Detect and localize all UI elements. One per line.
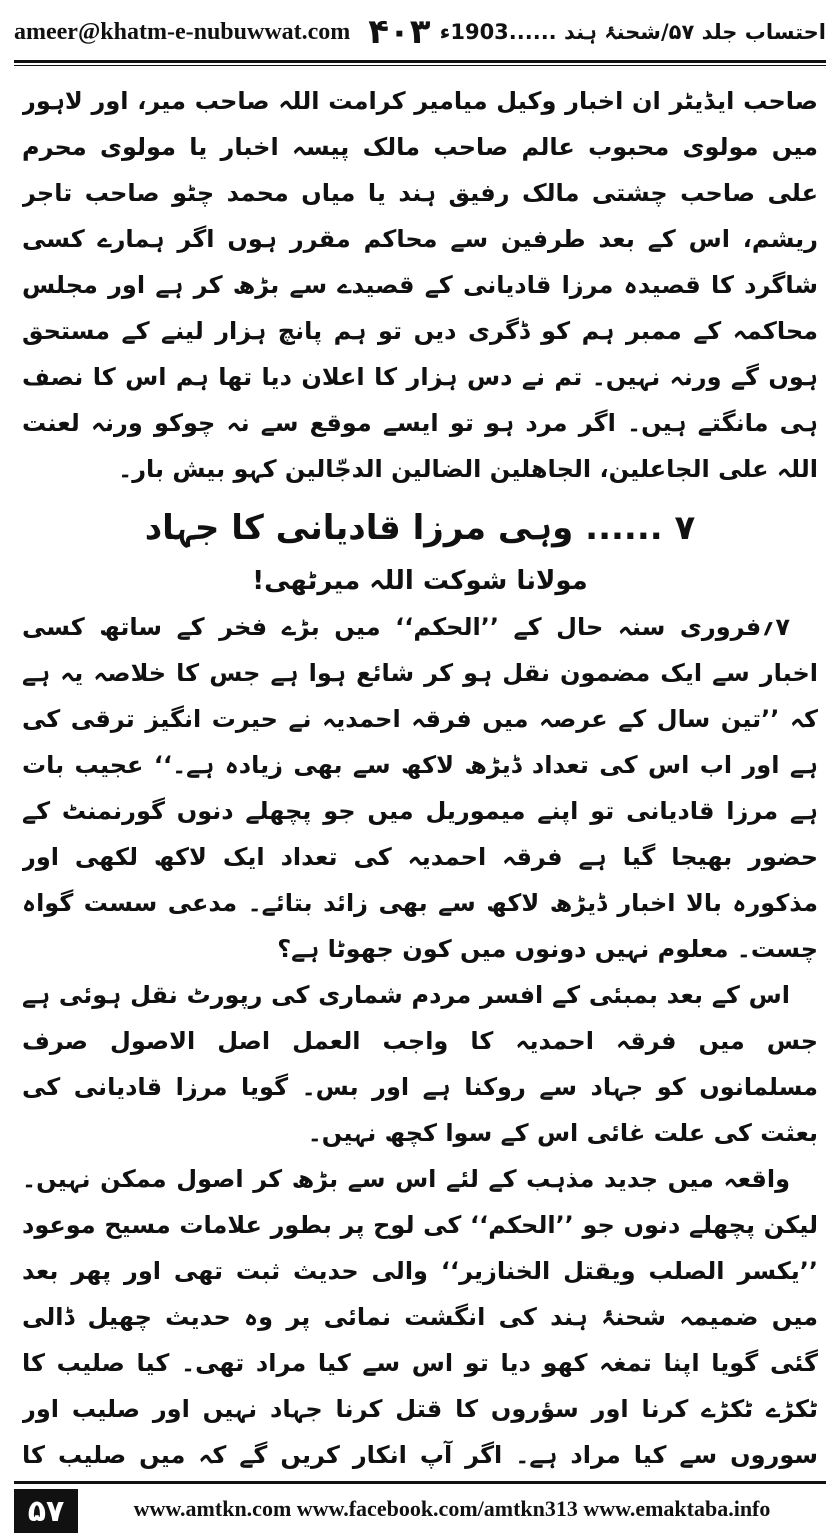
page-footer — [14, 1481, 826, 1534]
paragraph-3: اس کے بعد بمبئی کے افسر مردم شماری کی رپورٹ نقل ہوئی ہے جس میں فرقہ احمدیہ کا واجب العمل اصل الاصول صرف مسلمانوں کو جہاد سے روکنا ہے اور بس۔ گویا مرزا قادیانی کی بعثت کی علت غائی اس کے سوا کچھ نہیں۔ — [22, 981, 818, 1147]
footer-links: www.amtkn.com www.facebook.com/amtkn313 www.emaktaba.info — [133, 1496, 771, 1521]
header-rule-thin — [14, 65, 826, 66]
header-rule — [14, 60, 826, 63]
paragraph-4: واقعہ میں جدید مذہب کے لئے اس سے بڑھ کر اصول ممکن نہیں۔ لیکن پچھلے دنوں جو ’’الحکم‘‘ کی لوح پر بطور علامات مسیح موعود ’’یکسر الصلب ویقتل الخنازیر‘‘ والی حدیث ثبت تھی اور پھر بعد میں ضمیمہ شحنۂ ہند کی انگشت نمائی پر وہ حدیث چھیل ڈالی گئی گویا اپنا تمغہ کھو دیا تو اس سے کیا مراد تھی۔ کیا صلیب کا ٹکڑے ٹکڑے کرنا اور سؤروں کا قتل کرنا جہاد نہیں اور صلیب اور سوروں سے کیا مراد ہے۔ اگر آپ انکار کریں گے کہ میں صلیب کا — [22, 1165, 818, 1469]
header-email: ameer@khatm-e-nubuwwat.com — [14, 18, 351, 45]
author-line: مولانا شوکت اللہ میرٹھی! — [252, 566, 588, 596]
header-page-number: ۴۰۳ — [368, 12, 431, 52]
section-heading: ۷ ...... وہی مرزا قادیانی کا جہاد — [144, 508, 696, 548]
footer-page-number: ۵۷ — [14, 1489, 78, 1533]
paragraph-1: صاحب ایڈیٹر ان اخبار وکیل میامیر کرامت اللہ صاحب میر، اور لاہور میں مولوی محبوب عالم صاحب مالک پیسہ اخبار یا مولوی محرم علی صاحب چشتی مالک رفیق ہند یا میاں محمد چٹو صاحب تاجر ریشم، اس کے بعد طرفین سے محاکم مقرر ہوں اگر ہمارے کسی شاگرد کا قصیدہ مرزا قادیانی کے قصیدے سے بڑھ کر ہے اور مجلس محاکمہ کے ممبر ہم کو ڈگری دیں تو ہم پانچ ہزار لینے کے مستحق ہوں گے ورنہ نہیں۔ تم نے دس ہزار کا اعلان دیا تھا ہم اس کا نصف ہی مانگتے ہیں۔ اگر مرد ہو تو ایسے موقع سے نہ چوکو ورنہ لعنت اللہ علی الجاعلین، الجاھلین الضالین الدجّالین کہو بیش بار۔ — [22, 87, 818, 483]
header-running-title: احتساب جلد ۵۷/شحنۂ ہند ......1903ء — [439, 20, 826, 44]
paragraph-2: ۷؍فروری سنہ حال کے ’’الحکم‘‘ میں بڑے فخر کے ساتھ کسی اخبار سے ایک مضمون نقل ہو کر شائع ہوا ہے جس کا خلاصہ یہ ہے کہ ’’تین سال کے عرصہ میں فرقہ احمدیہ نے حیرت انگیز ترقی کی ہے اور اب اس کی تعداد ڈیڑھ لاکھ سے بھی زیادہ ہے۔‘‘ عجیب بات ہے مرزا قادیانی تو اپنے میموریل میں جو پچھلے دنوں گورنمنٹ کے حضور بھیجا گیا ہے فرقہ احمدیہ کی تعداد ایک لاکھ لکھی اور مذکورہ بالا اخبار ڈیڑھ لاکھ سے بھی زائد بتائے۔ مدعی سست گواہ چست۔ معلوم نہیں دونوں میں کون جھوٹا ہے؟ — [22, 613, 818, 963]
page-body — [22, 78, 818, 1478]
header-left — [14, 12, 431, 52]
page-header — [14, 8, 826, 56]
